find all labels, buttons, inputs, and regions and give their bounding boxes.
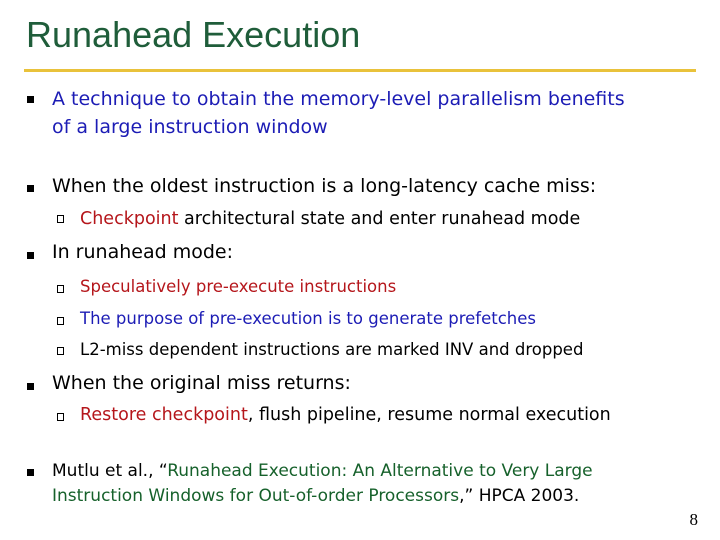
citation-venue: ,” HPCA 2003. [459,486,580,506]
bullet-text-4: When the original miss returns: [52,372,351,394]
bullet-text-1-line2: of a large instruction window [52,116,328,138]
sub-bullet-marker [57,317,64,325]
sub-bullet-text-3-1: Speculatively pre-execute instructions [80,277,397,296]
sub-bullet-text-2-1 [80,204,580,235]
sub-bullet-text-3-3: L2-miss dependent instructions are marked INV and dropped [80,340,584,359]
bullet-text-2: When the oldest instruction is a long-latency cache miss: [52,175,597,197]
bullet-marker [27,383,34,390]
citation-title-part2: Instruction Windows for Out-of-order Processors [52,486,460,506]
highlight-restore-checkpoint: Restore checkpoint [80,405,248,425]
highlight-checkpoint: Checkpoint [80,209,179,229]
bullet-text-1-line1: A technique to obtain the memory-level parallelism benefits [52,88,625,110]
sub-bullet-text-3-2: The purpose of pre-execution is to generate prefetches [80,309,536,328]
slide-title: Runahead Execution [26,14,361,55]
sub-bullet-text-rest: architectural state and enter runahead mode [178,209,581,229]
citation-authors: Mutlu et al., “ [52,461,168,481]
bullet-marker [27,469,34,476]
sub-bullet-marker [57,413,64,421]
bullet-marker [27,185,34,192]
sub-bullet-marker [57,347,64,355]
bullet-marker [27,96,34,103]
sub-bullet-marker [57,215,64,223]
bullet-marker [27,252,34,259]
page-number: 8 [689,510,698,529]
citation-title-part1: Runahead Execution: An Alternative to Very Large [167,461,593,481]
bullet-text-3: In runahead mode: [52,241,233,263]
title-divider [24,69,696,72]
sub-bullet-marker [57,285,64,293]
sub-bullet-text-4-1 [80,400,611,431]
citation-line2 [52,481,579,512]
sub-bullet-text-rest: , flush pipeline, resume normal execution [247,405,611,425]
